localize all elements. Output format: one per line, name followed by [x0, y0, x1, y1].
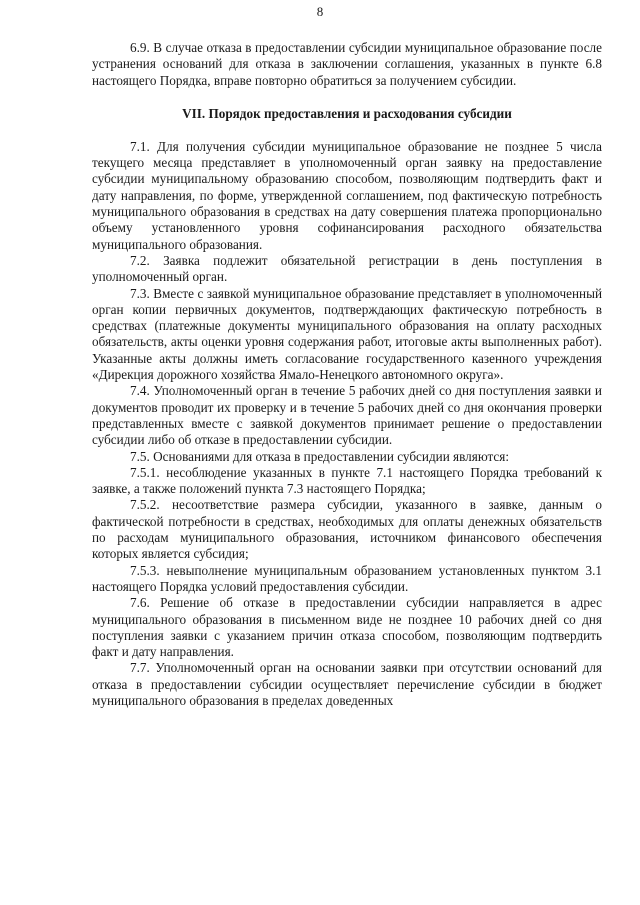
paragraph-7-3: 7.3. Вместе с заявкой муниципальное образование представляет в уполномоченный орган копии первичных документов, подтверждающих фактическую потребность в средствах (платежные документы муниципального образования на оплату расходных обязательств, акты оценки уровня содержания работ, итоговые акты выполненных работ). Указанные акты должны иметь согласование государственного казенного учреждения «Дирекция дорожного хозяйства Ямало-Ненецкого автономного округа». [92, 285, 602, 383]
section-title: VII. Порядок предоставления и расходования субсидии [182, 105, 512, 121]
paragraph-7-5-3: 7.5.3. невыполнение муниципальным образованием установленных пунктом 3.1 настоящего Порядка условий предоставления субсидии. [92, 562, 602, 594]
paragraph-7-6: 7.6. Решение об отказе в предоставлении субсидии направляется в адрес муниципального образования в письменном виде не позднее 10 рабочих дней со дня поступления заявки с указанием причин отказа способом, позволяющим подтвердить факт и дату направления. [92, 595, 602, 660]
paragraph-6-9: 6.9. В случае отказа в предоставлении субсидии муниципальное образование после устранения оснований для отказа в заключении соглашения, указанных в пункте 6.8 настоящего Порядка, вправе повторно обратиться за получением субсидии. [92, 40, 602, 88]
document-body [92, 40, 602, 709]
paragraph-7-4: 7.4. Уполномоченный орган в течение 5 рабочих дней со дня поступления заявки и документов проводит их проверку и в течение 5 рабочих дней со дня окончания проверки представленных вместе с заявкой документов принимает решение о предоставлении субсидии либо об отказе в предоставлении субсидии. [92, 383, 602, 448]
page-number: 8 [316, 4, 324, 19]
paragraph-7-5: 7.5. Основаниями для отказа в предоставлении субсидии являются: [130, 448, 510, 464]
paragraph-7-1: 7.1. Для получения субсидии муниципальное образование не позднее 5 числа текущего месяца представляет в уполномоченный орган заявку на предоставление субсидии муниципальному образованию способом, позволяющим подтвердить факт и дату направления, по форме, утвержденной соглашением, под фактическую потребность муниципального образования в средствах на дату совершения платежа пропорционально объему установленного уровня софинансирования расходного обязательства муниципального образования. [92, 138, 602, 252]
paragraph-7-7: 7.7. Уполномоченный орган на основании заявки при отсутствии оснований для отказа в предоставлении субсидии осуществляет перечисление субсидии в бюджет муниципального образования в пределах доведенных [92, 660, 602, 708]
paragraph-7-2: 7.2. Заявка подлежит обязательной регистрации в день поступления в уполномоченный орган. [92, 252, 602, 285]
paragraph-7-5-1: 7.5.1. несоблюдение указанных в пункте 7.1 настоящего Порядка требований к заявке, а также положений пункта 7.3 настоящего Порядка; [92, 464, 602, 497]
paragraph-7-5-2: 7.5.2. несоответствие размера субсидии, указанного в заявке, данным о фактической потребности в средствах, необходимых для оплаты денежных обязательств по расходам муниципального образования, источником финансового обеспечения которых является субсидия; [92, 497, 602, 562]
